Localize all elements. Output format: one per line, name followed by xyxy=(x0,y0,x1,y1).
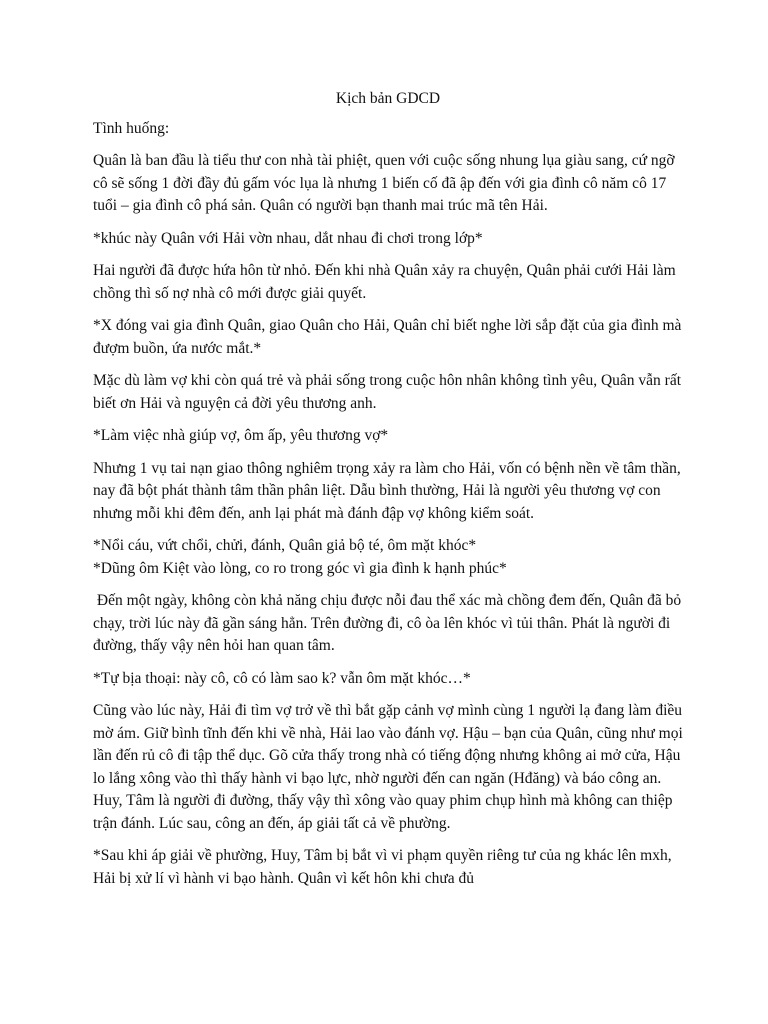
document-title: Kịch bản GDCD xyxy=(335,90,441,107)
paragraph-marriage: Mặc dù làm vợ khi còn quá trẻ và phải sống trong cuộc hôn nhân không tình yêu, Quân vẫn rất biết ơn Hải và nguyện cả đời yêu thương anh. xyxy=(93,372,685,412)
paragraph-situation-label: Tình huống: xyxy=(93,119,170,137)
paragraph-intro: Quân là ban đầu là tiểu thư con nhà tài phiệt, quen với cuộc sống nhung lụa giàu sang, cứ ngỡ cô sẽ sống 1 đời đầy đủ gấm vóc lụa là nhưng 1 biến cố đã ập đến với gia đình cô năm cô 17 tuổi – gia đình cô phá sản. Quân có người bạn thanh mai trúc mã tên Hải. xyxy=(93,152,679,214)
stage-direction-5: *Dũng ôm Kiệt vào lòng, co ro trong góc vì gia đình k hạnh phúc* xyxy=(93,559,507,577)
paragraph-accident: Nhưng 1 vụ tai nạn giao thông nghiêm trọng xảy ra làm cho Hải, vốn có bệnh nền về tâm thần, nay đã bột phát thành tâm thần phân liệt. Dẫu bình thường, Hải là người yêu thương vợ con nhưng mỗi khi đêm đến, anh lại phát mà đánh đập vợ không kiểm soát. xyxy=(93,459,685,522)
document-page xyxy=(93,88,687,900)
stage-direction-7: *Sau khi áp giải về phường, Huy, Tâm bị bắt vì vi phạm quyền riêng tư của ng khác lên mxh, Hải bị xử lí vì hành vi bạo hành. Quân vì kết hôn khi chưa đủ xyxy=(93,847,676,887)
stage-direction-2: *X đóng vai gia đình Quân, giao Quân cho Hải, Quân chỉ biết nghe lời sắp đặt của gia đình mà đượm buồn, ứa nước mắt.* xyxy=(93,317,686,357)
paragraph-escape: Đến một ngày, không còn khả năng chịu được nỗi đau thể xác mà chồng đem đến, Quân đã bỏ chạy, trời lúc này đã gần sáng hẳn. Trên đường đi, cô òa lên khóc vì tủi thân. Phát là người đi đường, thấy vậy nên hỏi han quan tâm. xyxy=(93,592,685,654)
stage-direction-6: *Tự bịa thoại: này cô, cô có làm sao k? vẫn ôm mặt khóc…* xyxy=(93,669,471,687)
paragraph-violence: Cũng vào lúc này, Hải đi tìm vợ trở về thì bắt gặp cảnh vợ mình cùng 1 người lạ đang làm điều mờ ám. Giữ bình tĩnh đến khi về nhà, Hải lao vào đánh vợ. Hậu – bạn của Quân, cũng như mọi lần đến rủ cô đi tập thể dục. Gõ cửa thấy trong nhà có tiếng động nhưng không ai mở cửa, Hậu lo lắng xông vào thì thấy hành vi bạo lực, nhờ người đến can ngăn (Hđăng) và báo công an. Huy, Tâm là người đi đường, thấy vậy thì xông vào quay phim chụp hình mà không can thiệp trận đánh. Lúc sau, công an đến, áp giải tất cả về phường. xyxy=(93,702,687,832)
stage-direction-3: *Làm việc nhà giúp vợ, ôm ấp, yêu thương vợ* xyxy=(93,427,389,444)
paragraph-engagement: Hai người đã được hứa hôn từ nhỏ. Đến khi nhà Quân xảy ra chuyện, Quân phải cưới Hải làm chồng thì số nợ nhà cô mới được giải quyết. xyxy=(93,262,680,302)
stage-direction-4: *Nổi cáu, vứt chổi, chửi, đánh, Quân giả bộ té, ôm mặt khóc* xyxy=(93,537,477,554)
stage-direction-1: *khúc này Quân với Hải vờn nhau, dắt nhau đi chơi trong lớp* xyxy=(93,229,483,247)
